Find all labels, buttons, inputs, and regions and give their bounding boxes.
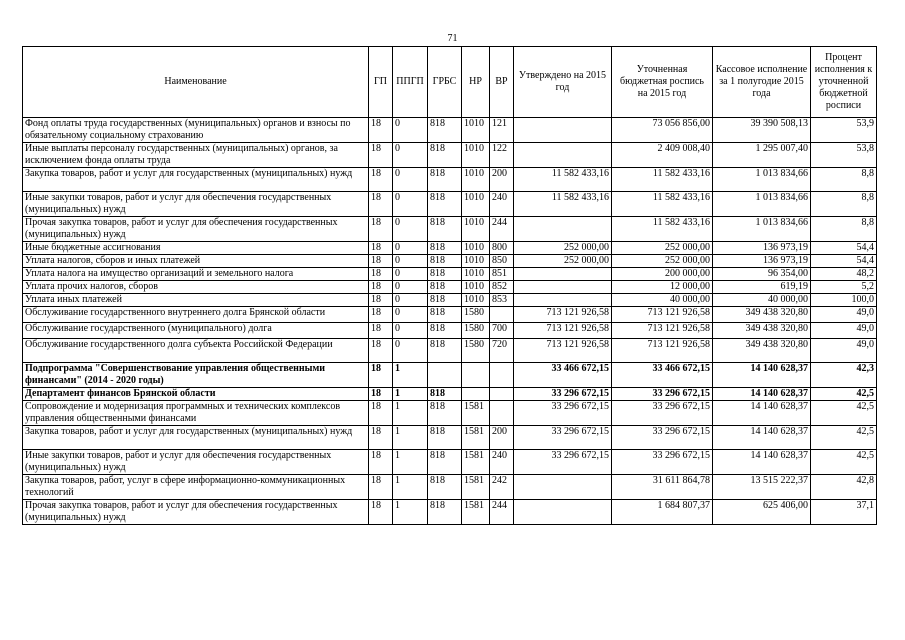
table-row (23, 143, 877, 168)
cell-grbs: 818 (428, 323, 462, 339)
table-row (23, 192, 877, 217)
cell-name: Обслуживание государственного долга субъекта Российской Федерации (23, 339, 369, 363)
cell-ppgp: 1 (393, 475, 428, 500)
cell-refined: 33 296 672,15 (612, 401, 713, 426)
cell-gp: 18 (369, 339, 393, 363)
cell-nr: 1581 (462, 475, 490, 500)
cell-refined: 713 121 926,58 (612, 307, 713, 323)
table-row (23, 242, 877, 255)
cell-vr: 200 (490, 168, 514, 192)
table-row (23, 450, 877, 475)
cell-approved: 33 296 672,15 (514, 388, 612, 401)
cell-grbs: 818 (428, 255, 462, 268)
cell-percent: 42,5 (811, 450, 877, 475)
cell-nr: 1010 (462, 255, 490, 268)
cell-executed: 136 973,19 (713, 242, 811, 255)
cell-gp: 18 (369, 143, 393, 168)
cell-vr: 800 (490, 242, 514, 255)
cell-grbs: 818 (428, 475, 462, 500)
cell-vr: 244 (490, 217, 514, 242)
cell-percent: 53,9 (811, 118, 877, 143)
cell-percent: 42,5 (811, 388, 877, 401)
cell-ppgp: 0 (393, 168, 428, 192)
cell-gp: 18 (369, 401, 393, 426)
cell-executed: 1 013 834,66 (713, 217, 811, 242)
cell-percent: 8,8 (811, 217, 877, 242)
header-gp: ГП (369, 47, 393, 118)
cell-grbs: 818 (428, 426, 462, 450)
cell-gp: 18 (369, 426, 393, 450)
cell-grbs: 818 (428, 450, 462, 475)
cell-approved: 33 296 672,15 (514, 450, 612, 475)
cell-gp: 18 (369, 192, 393, 217)
cell-grbs: 818 (428, 307, 462, 323)
cell-refined: 252 000,00 (612, 242, 713, 255)
cell-nr: 1581 (462, 401, 490, 426)
table-row (23, 475, 877, 500)
cell-approved (514, 475, 612, 500)
cell-executed: 96 354,00 (713, 268, 811, 281)
cell-gp: 18 (369, 323, 393, 339)
cell-ppgp: 0 (393, 255, 428, 268)
cell-refined: 33 296 672,15 (612, 426, 713, 450)
cell-approved: 11 582 433,16 (514, 192, 612, 217)
cell-refined: 11 582 433,16 (612, 217, 713, 242)
cell-name: Уплата прочих налогов, сборов (23, 281, 369, 294)
cell-vr: 200 (490, 426, 514, 450)
cell-grbs: 818 (428, 268, 462, 281)
cell-vr: 244 (490, 500, 514, 525)
cell-percent: 53,8 (811, 143, 877, 168)
table-row (23, 339, 877, 363)
cell-refined: 33 296 672,15 (612, 450, 713, 475)
cell-refined: 1 684 807,37 (612, 500, 713, 525)
cell-executed: 14 140 628,37 (713, 426, 811, 450)
cell-executed: 136 973,19 (713, 255, 811, 268)
cell-grbs: 818 (428, 143, 462, 168)
cell-percent: 54,4 (811, 242, 877, 255)
page-number: 71 (447, 33, 458, 44)
cell-refined: 2 409 008,40 (612, 143, 713, 168)
cell-gp: 18 (369, 307, 393, 323)
cell-percent: 5,2 (811, 281, 877, 294)
cell-name: Подпрограмма "Совершенствование управления общественными финансами" (2014 - 2020 годы) (23, 363, 369, 388)
cell-grbs: 818 (428, 388, 462, 401)
cell-vr: 122 (490, 143, 514, 168)
cell-grbs: 818 (428, 217, 462, 242)
cell-executed: 349 438 320,80 (713, 323, 811, 339)
cell-grbs: 818 (428, 118, 462, 143)
cell-gp: 18 (369, 500, 393, 525)
cell-name: Закупка товаров, работ, услуг в сфере информационно-коммуникационных технологий (23, 475, 369, 500)
cell-name: Обслуживание государственного (муниципального) долга (23, 323, 369, 339)
cell-approved: 252 000,00 (514, 242, 612, 255)
cell-refined: 31 611 864,78 (612, 475, 713, 500)
cell-approved: 713 121 926,58 (514, 339, 612, 363)
cell-name: Обслуживание государственного внутреннего долга Брянской области (23, 307, 369, 323)
table-row (23, 118, 877, 143)
cell-grbs: 818 (428, 339, 462, 363)
cell-grbs (428, 363, 462, 388)
cell-nr: 1581 (462, 450, 490, 475)
cell-percent: 49,0 (811, 339, 877, 363)
cell-name: Иные выплаты персоналу государственных (муниципальных) органов, за исключением фонда оплаты труда (23, 143, 369, 168)
cell-refined: 12 000,00 (612, 281, 713, 294)
cell-ppgp: 1 (393, 500, 428, 525)
cell-approved: 33 296 672,15 (514, 426, 612, 450)
cell-name: Закупка товаров, работ и услуг для государственных (муниципальных) нужд (23, 168, 369, 192)
cell-refined: 40 000,00 (612, 294, 713, 307)
budget-table (22, 46, 877, 525)
cell-refined: 200 000,00 (612, 268, 713, 281)
cell-gp: 18 (369, 450, 393, 475)
cell-grbs: 818 (428, 281, 462, 294)
cell-executed: 14 140 628,37 (713, 401, 811, 426)
cell-nr: 1581 (462, 426, 490, 450)
cell-gp: 18 (369, 255, 393, 268)
cell-gp: 18 (369, 475, 393, 500)
cell-nr: 1010 (462, 192, 490, 217)
cell-executed: 14 140 628,37 (713, 363, 811, 388)
cell-vr: 240 (490, 450, 514, 475)
cell-executed: 39 390 508,13 (713, 118, 811, 143)
cell-approved: 33 296 672,15 (514, 401, 612, 426)
table-row (23, 388, 877, 401)
cell-gp: 18 (369, 168, 393, 192)
cell-gp: 18 (369, 281, 393, 294)
cell-executed: 349 438 320,80 (713, 307, 811, 323)
cell-name: Уплата иных платежей (23, 294, 369, 307)
cell-ppgp: 0 (393, 307, 428, 323)
cell-approved (514, 500, 612, 525)
cell-name: Сопровождение и модернизация программных и технических комплексов управления общественными финансами (23, 401, 369, 426)
cell-vr (490, 388, 514, 401)
cell-vr: 720 (490, 339, 514, 363)
cell-refined: 73 056 856,00 (612, 118, 713, 143)
table-row (23, 217, 877, 242)
cell-gp: 18 (369, 268, 393, 281)
cell-nr: 1010 (462, 143, 490, 168)
cell-ppgp: 0 (393, 281, 428, 294)
cell-vr: 121 (490, 118, 514, 143)
cell-name: Закупка товаров, работ и услуг для государственных (муниципальных) нужд (23, 426, 369, 450)
cell-nr: 1581 (462, 500, 490, 525)
cell-executed: 1 013 834,66 (713, 168, 811, 192)
cell-percent: 42,5 (811, 426, 877, 450)
cell-gp: 18 (369, 363, 393, 388)
cell-gp: 18 (369, 118, 393, 143)
cell-executed: 14 140 628,37 (713, 450, 811, 475)
cell-grbs: 818 (428, 192, 462, 217)
cell-nr (462, 363, 490, 388)
table-row (23, 294, 877, 307)
cell-name: Иные закупки товаров, работ и услуг для обеспечения государственных (муниципальных) нужд (23, 450, 369, 475)
cell-gp: 18 (369, 242, 393, 255)
cell-approved: 713 121 926,58 (514, 323, 612, 339)
table-row (23, 268, 877, 281)
cell-nr: 1010 (462, 217, 490, 242)
header-name: Наименование (23, 47, 369, 118)
cell-name: Прочая закупка товаров, работ и услуг для обеспечения государственных (муниципальных) нужд (23, 500, 369, 525)
cell-executed: 619,19 (713, 281, 811, 294)
cell-name: Уплата налога на имущество организаций и земельного налога (23, 268, 369, 281)
header-grbs: ГРБС (428, 47, 462, 118)
cell-executed: 40 000,00 (713, 294, 811, 307)
cell-ppgp: 0 (393, 339, 428, 363)
cell-ppgp: 0 (393, 143, 428, 168)
cell-refined: 11 582 433,16 (612, 192, 713, 217)
cell-ppgp: 0 (393, 242, 428, 255)
cell-name: Уплата налогов, сборов и иных платежей (23, 255, 369, 268)
cell-ppgp: 1 (393, 401, 428, 426)
cell-percent: 49,0 (811, 323, 877, 339)
cell-ppgp: 1 (393, 388, 428, 401)
header-executed: Кассовое исполнение за 1 полугодие 2015 года (713, 47, 811, 118)
cell-vr: 240 (490, 192, 514, 217)
cell-refined: 11 582 433,16 (612, 168, 713, 192)
cell-name: Фонд оплаты труда государственных (муниципальных) органов и взносы по обязательному социальному страхованию (23, 118, 369, 143)
cell-percent: 100,0 (811, 294, 877, 307)
table-row (23, 500, 877, 525)
header-vr: ВР (490, 47, 514, 118)
cell-approved (514, 217, 612, 242)
cell-approved: 713 121 926,58 (514, 307, 612, 323)
cell-percent: 54,4 (811, 255, 877, 268)
cell-refined: 252 000,00 (612, 255, 713, 268)
table-row (23, 307, 877, 323)
cell-percent: 42,5 (811, 401, 877, 426)
cell-vr: 852 (490, 281, 514, 294)
cell-ppgp: 0 (393, 323, 428, 339)
cell-nr (462, 388, 490, 401)
cell-approved (514, 281, 612, 294)
cell-name: Прочая закупка товаров, работ и услуг для обеспечения государственных (муниципальных) нужд (23, 217, 369, 242)
cell-vr: 242 (490, 475, 514, 500)
cell-gp: 18 (369, 217, 393, 242)
cell-grbs: 818 (428, 242, 462, 255)
cell-nr: 1580 (462, 323, 490, 339)
cell-nr: 1010 (462, 168, 490, 192)
cell-nr: 1580 (462, 339, 490, 363)
cell-refined: 713 121 926,58 (612, 323, 713, 339)
cell-percent: 37,1 (811, 500, 877, 525)
cell-approved: 252 000,00 (514, 255, 612, 268)
cell-ppgp: 0 (393, 268, 428, 281)
cell-nr: 1010 (462, 294, 490, 307)
cell-vr (490, 401, 514, 426)
table-row (23, 323, 877, 339)
cell-approved (514, 143, 612, 168)
cell-vr (490, 363, 514, 388)
cell-nr: 1580 (462, 307, 490, 323)
cell-nr: 1010 (462, 118, 490, 143)
cell-percent: 8,8 (811, 168, 877, 192)
cell-vr: 700 (490, 323, 514, 339)
cell-ppgp: 1 (393, 450, 428, 475)
cell-approved (514, 268, 612, 281)
cell-ppgp: 0 (393, 217, 428, 242)
cell-nr: 1010 (462, 242, 490, 255)
cell-executed: 1 013 834,66 (713, 192, 811, 217)
cell-gp: 18 (369, 294, 393, 307)
cell-vr: 853 (490, 294, 514, 307)
header-ppgp: ППГП (393, 47, 428, 118)
cell-ppgp: 0 (393, 192, 428, 217)
cell-approved (514, 118, 612, 143)
cell-executed: 14 140 628,37 (713, 388, 811, 401)
cell-percent: 48,2 (811, 268, 877, 281)
cell-percent: 49,0 (811, 307, 877, 323)
cell-refined: 713 121 926,58 (612, 339, 713, 363)
table-body (23, 118, 877, 525)
cell-grbs: 818 (428, 168, 462, 192)
cell-executed: 625 406,00 (713, 500, 811, 525)
cell-vr (490, 307, 514, 323)
table-row (23, 255, 877, 268)
table-row (23, 363, 877, 388)
cell-grbs: 818 (428, 401, 462, 426)
cell-grbs: 818 (428, 294, 462, 307)
header-percent: Процент исполнения к уточненной бюджетной росписи (811, 47, 877, 118)
header-refined: Уточненная бюджетная роспись на 2015 год (612, 47, 713, 118)
cell-nr: 1010 (462, 268, 490, 281)
table-row (23, 168, 877, 192)
cell-approved (514, 294, 612, 307)
cell-vr: 851 (490, 268, 514, 281)
cell-executed: 349 438 320,80 (713, 339, 811, 363)
cell-gp: 18 (369, 388, 393, 401)
cell-executed: 13 515 222,37 (713, 475, 811, 500)
cell-executed: 1 295 007,40 (713, 143, 811, 168)
cell-grbs: 818 (428, 500, 462, 525)
cell-approved: 33 466 672,15 (514, 363, 612, 388)
cell-name: Иные бюджетные ассигнования (23, 242, 369, 255)
table-row (23, 401, 877, 426)
header-nr: НР (462, 47, 490, 118)
cell-name: Иные закупки товаров, работ и услуг для обеспечения государственных (муниципальных) нужд (23, 192, 369, 217)
header-approved: Утверждено на 2015 год (514, 47, 612, 118)
cell-nr: 1010 (462, 281, 490, 294)
table-header-row (23, 47, 877, 118)
cell-ppgp: 0 (393, 118, 428, 143)
cell-percent: 42,8 (811, 475, 877, 500)
cell-percent: 8,8 (811, 192, 877, 217)
table-row (23, 281, 877, 294)
cell-ppgp: 0 (393, 294, 428, 307)
cell-name: Департамент финансов Брянской области (23, 388, 369, 401)
cell-refined: 33 466 672,15 (612, 363, 713, 388)
cell-percent: 42,3 (811, 363, 877, 388)
cell-vr: 850 (490, 255, 514, 268)
cell-refined: 33 296 672,15 (612, 388, 713, 401)
cell-approved: 11 582 433,16 (514, 168, 612, 192)
table-row (23, 426, 877, 450)
cell-ppgp: 1 (393, 363, 428, 388)
cell-ppgp: 1 (393, 426, 428, 450)
